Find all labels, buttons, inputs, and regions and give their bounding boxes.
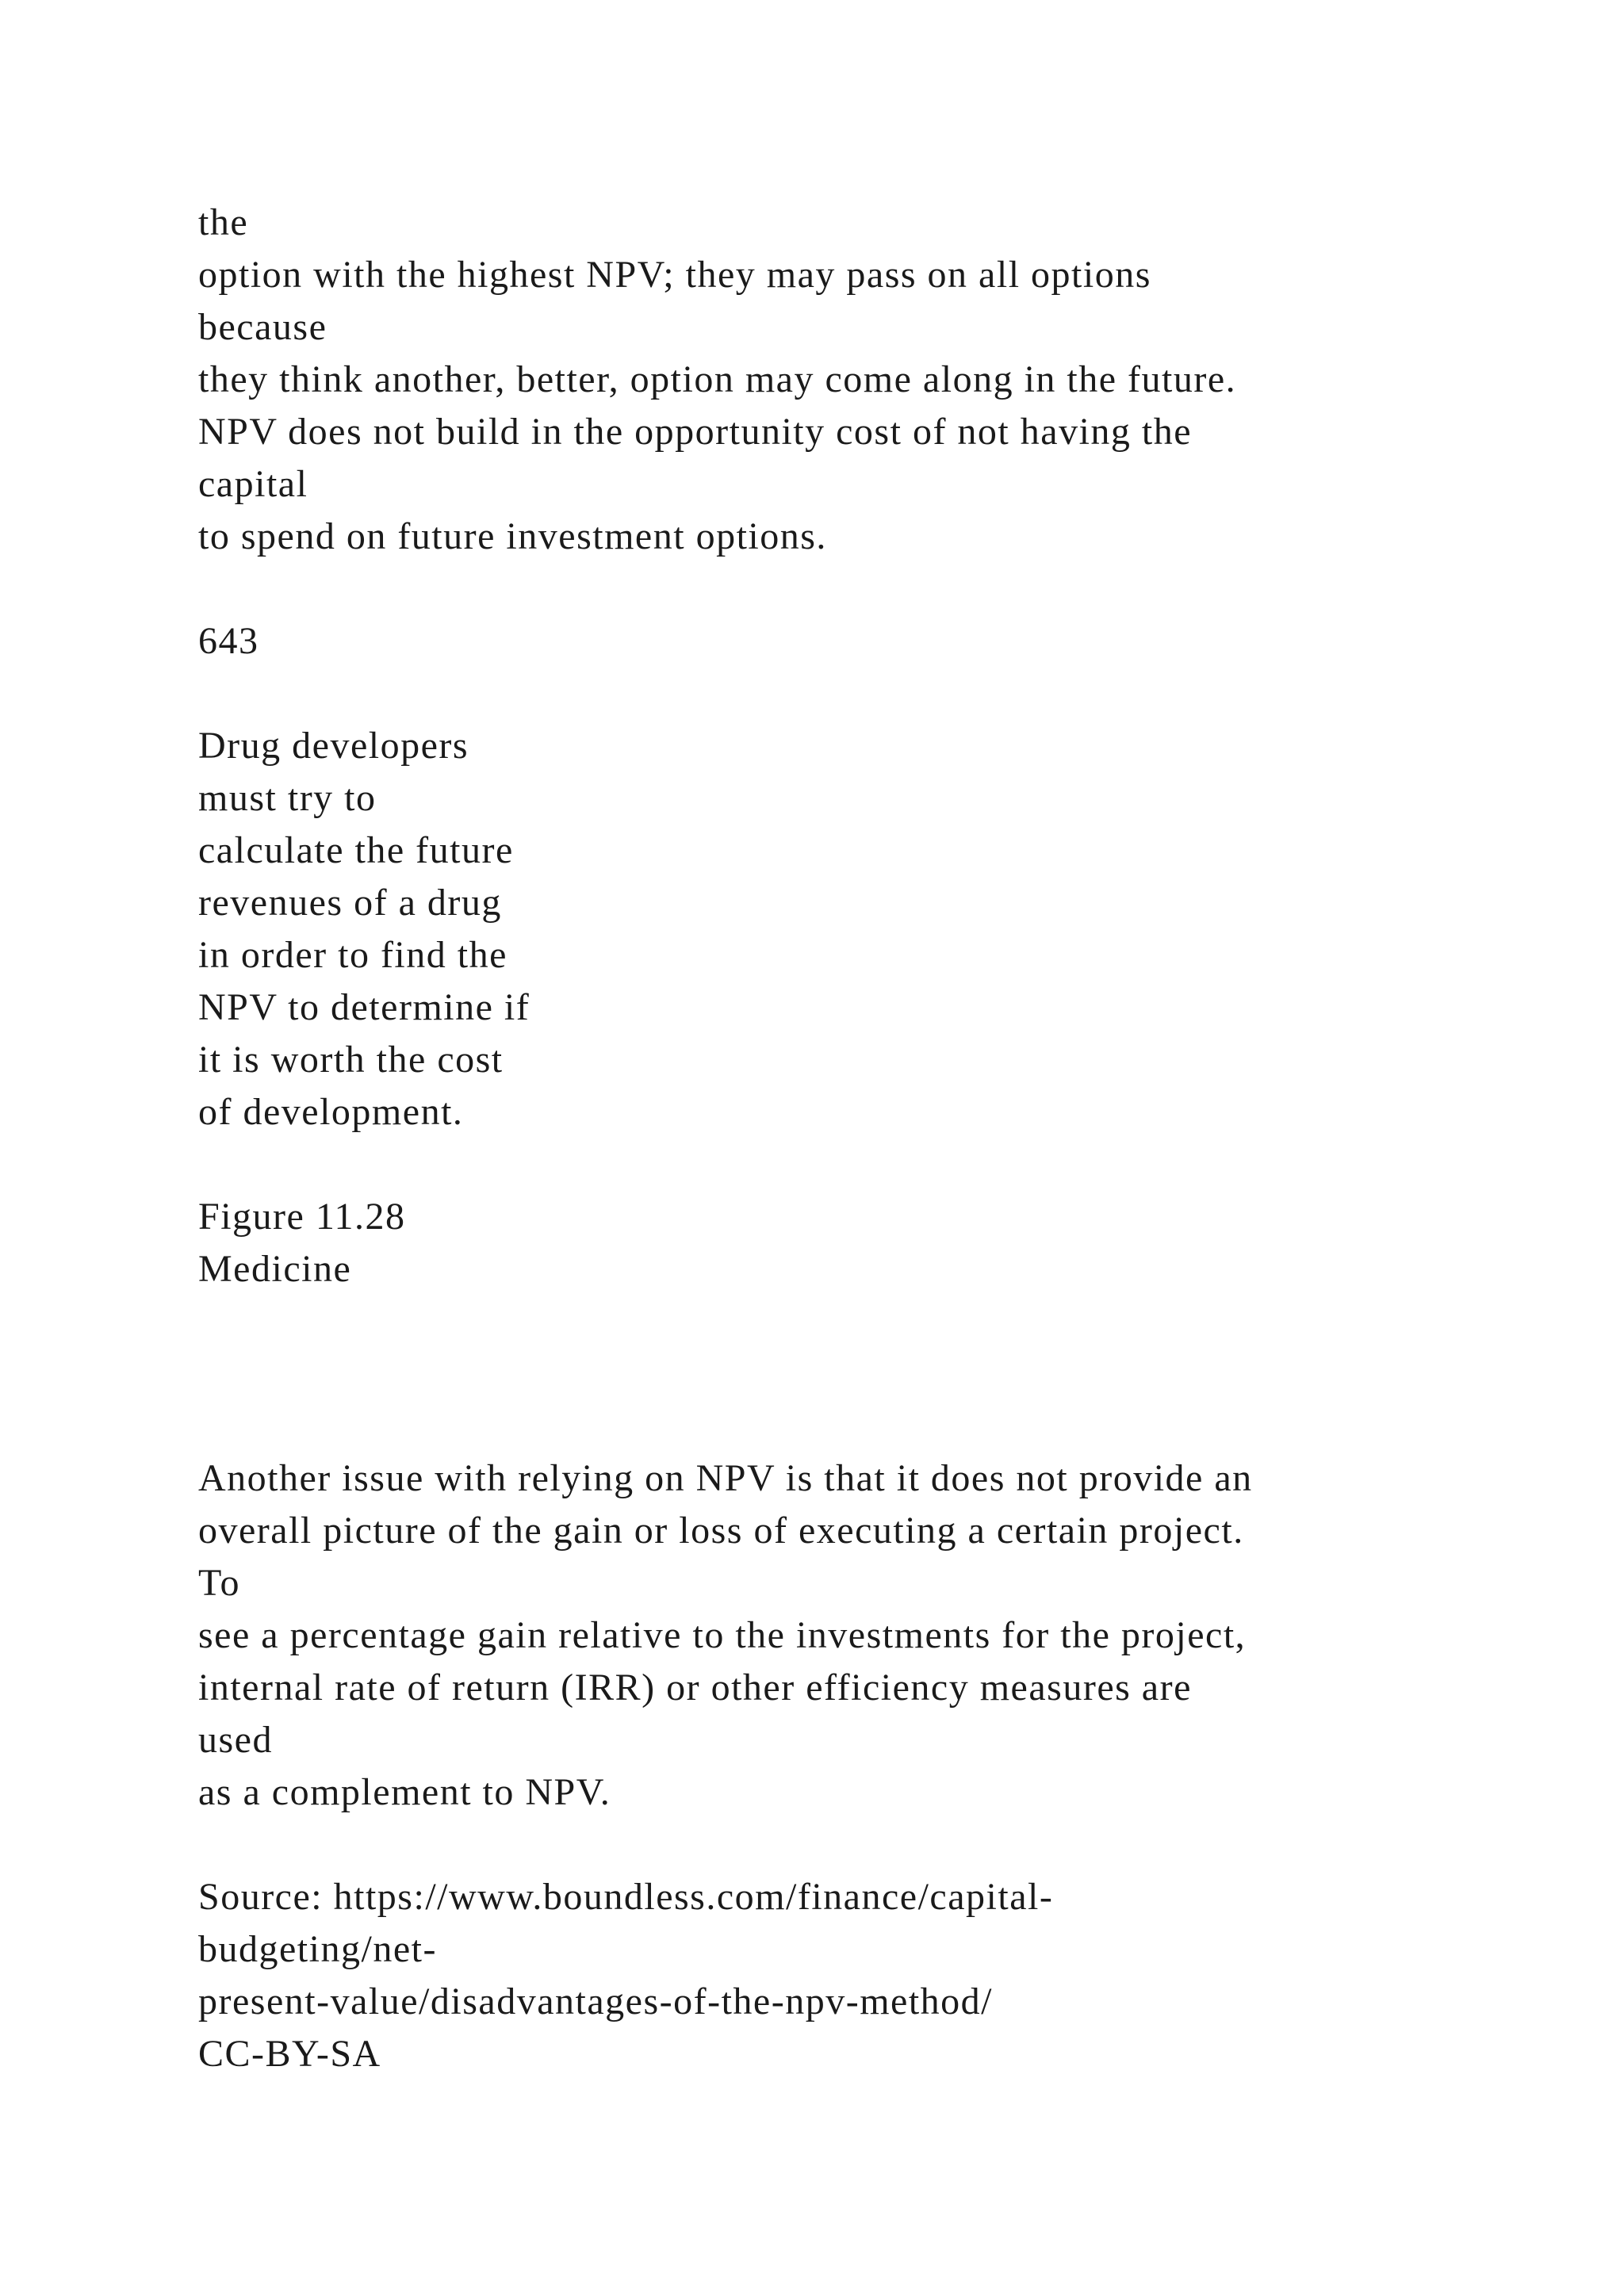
text-line: the: [198, 201, 249, 243]
caption-line: in order to find the: [198, 934, 508, 976]
text-line: used: [198, 1719, 273, 1761]
spacer: [198, 1138, 1546, 1191]
spacer: [198, 1295, 1546, 1452]
caption-line: it is worth the cost: [198, 1039, 504, 1081]
figure-title: Medicine: [198, 1248, 352, 1290]
source-line: present-value/disadvantages-of-the-npv-method/: [198, 1980, 993, 2022]
caption-line: NPV to determine if: [198, 986, 530, 1028]
figure-caption: [198, 1191, 1546, 1295]
spacer: [198, 1819, 1546, 1871]
text-line: NPV does not build in the opportunity cost of not having the: [198, 411, 1193, 453]
spacer: [198, 668, 1546, 720]
sidebar-caption: [198, 720, 1546, 1138]
text-line: internal rate of return (IRR) or other efficiency measures are: [198, 1667, 1192, 1709]
source-citation: [198, 1871, 1546, 2080]
text-line: Another issue with relying on NPV is that it does not provide an: [198, 1457, 1253, 1499]
paragraph-npv-overall-picture: [198, 1452, 1546, 1819]
caption-line: of development.: [198, 1091, 464, 1133]
text-line: because: [198, 306, 327, 348]
page-number: 643: [198, 620, 259, 662]
text-line: option with the highest NPV; they may pass on all options: [198, 254, 1151, 296]
document-page: [198, 197, 1546, 2080]
source-line: Source: https://www.boundless.com/finance/capital-: [198, 1876, 1054, 1918]
caption-line: Drug developers: [198, 725, 469, 767]
text-line: to spend on future investment options.: [198, 515, 827, 557]
caption-line: calculate the future: [198, 829, 514, 871]
text-line: they think another, better, option may come along in the future.: [198, 358, 1237, 400]
source-line: budgeting/net-: [198, 1928, 437, 1970]
figure-label: Figure 11.28: [198, 1196, 406, 1238]
caption-line: must try to: [198, 777, 377, 819]
caption-line: revenues of a drug: [198, 882, 502, 924]
paragraph-npv-limitations: [198, 197, 1546, 563]
text-line: see a percentage gain relative to the investments for the project,: [198, 1614, 1247, 1656]
text-line: capital: [198, 463, 308, 505]
text-line: as a complement to NPV.: [198, 1771, 611, 1813]
text-line: overall picture of the gain or loss of executing a certain project.: [198, 1510, 1244, 1552]
spacer: [198, 563, 1546, 615]
license-label: CC-BY-SA: [198, 2033, 381, 2075]
text-line: To: [198, 1562, 240, 1604]
